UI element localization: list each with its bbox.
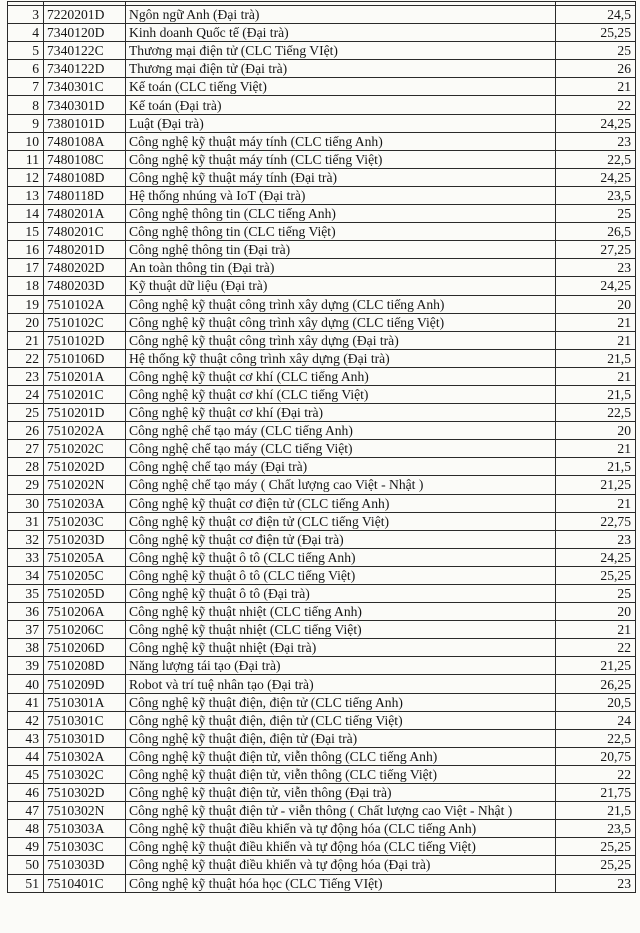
admission-score: 24,25 (556, 168, 636, 186)
admission-score: 21 (556, 331, 636, 349)
admission-score: 21 (556, 367, 636, 385)
admission-score: 26 (556, 60, 636, 78)
program-code: 7480201C (44, 223, 126, 241)
row-number: 34 (8, 566, 44, 584)
program-code: 7510201A (44, 367, 126, 385)
admission-score: 22 (556, 765, 636, 783)
row-number: 40 (8, 675, 44, 693)
program-name: Công nghệ kỹ thuật điện, điện tử (Đại trà) (126, 729, 556, 747)
program-code: 7510401C (44, 874, 126, 892)
admission-score: 21,75 (556, 784, 636, 802)
program-name: Công nghệ chế tạo máy (CLC tiếng Việt) (126, 440, 556, 458)
admission-score: 22,5 (556, 404, 636, 422)
program-code: 7510303A (44, 820, 126, 838)
row-number: 4 (8, 24, 44, 42)
program-name: An toàn thông tin (Đại trà) (126, 259, 556, 277)
program-name: Công nghệ kỹ thuật điện, điện tử (CLC tiếng Việt) (126, 711, 556, 729)
table-row (8, 295, 636, 313)
row-number: 7 (8, 78, 44, 96)
admission-score: 22,5 (556, 729, 636, 747)
program-code: 7380101D (44, 114, 126, 132)
row-number: 22 (8, 349, 44, 367)
admission-score: 23 (556, 530, 636, 548)
row-number: 9 (8, 114, 44, 132)
program-name: Công nghệ kỹ thuật cơ điện tử (CLC tiếng Anh) (126, 494, 556, 512)
row-number: 32 (8, 530, 44, 548)
program-name: Công nghệ kỹ thuật máy tính (CLC tiếng Anh) (126, 132, 556, 150)
table-row (8, 874, 636, 892)
table-row (8, 639, 636, 657)
program-code: 7510202C (44, 440, 126, 458)
table-row (8, 784, 636, 802)
row-number: 48 (8, 820, 44, 838)
program-code: 7510102D (44, 331, 126, 349)
program-name: Công nghệ chế tạo máy (CLC tiếng Anh) (126, 422, 556, 440)
program-name: Ngôn ngữ Anh (Đại trà) (126, 6, 556, 24)
admission-score: 25,25 (556, 856, 636, 874)
program-code: 7510202D (44, 458, 126, 476)
table-row (8, 24, 636, 42)
row-number: 10 (8, 132, 44, 150)
table-row (8, 494, 636, 512)
program-code: 7510202A (44, 422, 126, 440)
admission-score: 22,5 (556, 150, 636, 168)
row-number: 51 (8, 874, 44, 892)
table-row (8, 765, 636, 783)
program-name: Luật (Đại trà) (126, 114, 556, 132)
row-number: 6 (8, 60, 44, 78)
table-row (8, 621, 636, 639)
program-code: 7510302D (44, 784, 126, 802)
row-number: 43 (8, 729, 44, 747)
row-number: 49 (8, 838, 44, 856)
table-row (8, 512, 636, 530)
program-code: 7510102C (44, 313, 126, 331)
program-code: 7510106D (44, 349, 126, 367)
program-code: 7510205A (44, 548, 126, 566)
row-number: 18 (8, 277, 44, 295)
table-row (8, 440, 636, 458)
table-row (8, 367, 636, 385)
table-row (8, 603, 636, 621)
program-name: Công nghệ kỹ thuật cơ khí (CLC tiếng Việt) (126, 385, 556, 403)
program-code: 7480108D (44, 168, 126, 186)
table-row (8, 729, 636, 747)
table-row (8, 711, 636, 729)
program-code: 7510203D (44, 530, 126, 548)
program-name: Kỹ thuật dữ liệu (Đại trà) (126, 277, 556, 295)
row-number: 27 (8, 440, 44, 458)
admission-score: 21,5 (556, 349, 636, 367)
table-row (8, 856, 636, 874)
row-number: 39 (8, 657, 44, 675)
admission-score: 25,25 (556, 566, 636, 584)
program-name: Robot và trí tuệ nhân tạo (Đại trà) (126, 675, 556, 693)
row-number: 42 (8, 711, 44, 729)
admission-score: 21 (556, 621, 636, 639)
table-row (8, 548, 636, 566)
table-row (8, 277, 636, 295)
program-name: Công nghệ kỹ thuật ô tô (CLC tiếng Anh) (126, 548, 556, 566)
program-code: 7340301D (44, 96, 126, 114)
program-code: 7480203D (44, 277, 126, 295)
row-number: 30 (8, 494, 44, 512)
row-number: 11 (8, 150, 44, 168)
admission-score: 25,25 (556, 838, 636, 856)
program-code: 7480108A (44, 132, 126, 150)
program-name: Kế toán (Đại trà) (126, 96, 556, 114)
table-row (8, 205, 636, 223)
row-number: 17 (8, 259, 44, 277)
admission-score: 26,25 (556, 675, 636, 693)
admission-score: 20,5 (556, 693, 636, 711)
table-body (8, 2, 636, 893)
program-code: 7510303C (44, 838, 126, 856)
admission-score: 25 (556, 205, 636, 223)
program-name: Công nghệ thông tin (CLC tiếng Anh) (126, 205, 556, 223)
program-name: Công nghệ kỹ thuật điều khiển và tự động hóa (CLC tiếng Việt) (126, 838, 556, 856)
program-code: 7220201D (44, 6, 126, 24)
table-row (8, 42, 636, 60)
row-number: 15 (8, 223, 44, 241)
program-code: 7510205D (44, 585, 126, 603)
program-name: Công nghệ kỹ thuật máy tính (Đại trà) (126, 168, 556, 186)
table-row (8, 241, 636, 259)
row-number: 24 (8, 385, 44, 403)
program-name: Công nghệ chế tạo máy (Đại trà) (126, 458, 556, 476)
table-row (8, 820, 636, 838)
row-number: 33 (8, 548, 44, 566)
program-name: Công nghệ kỹ thuật điện tử, viễn thông (CLC tiếng Việt) (126, 765, 556, 783)
program-name: Công nghệ kỹ thuật điện tử - viễn thông ( Chất lượng cao Việt - Nhật ) (126, 802, 556, 820)
row-number: 38 (8, 639, 44, 657)
admission-score: 21,25 (556, 476, 636, 494)
row-number: 19 (8, 295, 44, 313)
program-name: Công nghệ kỹ thuật điện tử, viễn thông (Đại trà) (126, 784, 556, 802)
row-number: 28 (8, 458, 44, 476)
program-name: Công nghệ kỹ thuật cơ điện tử (CLC tiếng Việt) (126, 512, 556, 530)
row-number: 50 (8, 856, 44, 874)
program-name: Công nghệ kỹ thuật cơ khí (Đại trà) (126, 404, 556, 422)
admission-score: 23 (556, 132, 636, 150)
admission-score: 21,5 (556, 802, 636, 820)
program-name: Công nghệ kỹ thuật máy tính (CLC tiếng Việt) (126, 150, 556, 168)
table-row (8, 404, 636, 422)
table-row (8, 96, 636, 114)
admission-score: 24 (556, 711, 636, 729)
program-name: Công nghệ kỹ thuật điện tử, viễn thông (CLC tiếng Anh) (126, 747, 556, 765)
admission-score: 22 (556, 96, 636, 114)
table-row (8, 349, 636, 367)
program-code: 7510206C (44, 621, 126, 639)
row-number: 21 (8, 331, 44, 349)
table-row (8, 802, 636, 820)
table-row (8, 60, 636, 78)
program-name: Công nghệ kỹ thuật điều khiển và tự động hóa (Đại trà) (126, 856, 556, 874)
table-row (8, 657, 636, 675)
admission-score: 24,25 (556, 277, 636, 295)
table-row (8, 331, 636, 349)
program-code: 7510209D (44, 675, 126, 693)
program-code: 7510201C (44, 385, 126, 403)
program-code: 7480201A (44, 205, 126, 223)
program-code: 7510205C (44, 566, 126, 584)
program-code: 7510102A (44, 295, 126, 313)
admission-score: 21 (556, 313, 636, 331)
row-number: 35 (8, 585, 44, 603)
row-number: 8 (8, 96, 44, 114)
row-number: 14 (8, 205, 44, 223)
row-number: 12 (8, 168, 44, 186)
program-code: 7480108C (44, 150, 126, 168)
program-name: Công nghệ kỹ thuật điện, điện tử (CLC tiếng Anh) (126, 693, 556, 711)
program-name: Công nghệ kỹ thuật công trình xây dựng (CLC tiếng Anh) (126, 295, 556, 313)
program-code: 7510302C (44, 765, 126, 783)
table-row (8, 747, 636, 765)
row-number: 13 (8, 186, 44, 204)
table-row (8, 186, 636, 204)
row-number: 23 (8, 367, 44, 385)
program-name: Công nghệ kỹ thuật nhiệt (Đại trà) (126, 639, 556, 657)
program-code: 7340301C (44, 78, 126, 96)
program-name: Công nghệ kỹ thuật công trình xây dựng (Đại trà) (126, 331, 556, 349)
program-code: 7510301A (44, 693, 126, 711)
program-name: Công nghệ kỹ thuật ô tô (Đại trà) (126, 585, 556, 603)
admission-score: 21,5 (556, 385, 636, 403)
table-row (8, 78, 636, 96)
row-number: 36 (8, 603, 44, 621)
program-name: Kinh doanh Quốc tế (Đại trà) (126, 24, 556, 42)
program-name: Công nghệ kỹ thuật ô tô (CLC tiếng Việt) (126, 566, 556, 584)
row-number: 29 (8, 476, 44, 494)
program-code: 7510201D (44, 404, 126, 422)
row-number: 41 (8, 693, 44, 711)
row-number: 25 (8, 404, 44, 422)
program-name: Công nghệ thông tin (Đại trà) (126, 241, 556, 259)
admission-score: 21 (556, 78, 636, 96)
program-name: Công nghệ kỹ thuật công trình xây dựng (CLC tiếng Việt) (126, 313, 556, 331)
admission-score: 24,25 (556, 548, 636, 566)
table-row (8, 313, 636, 331)
program-code: 7340122C (44, 42, 126, 60)
table-row (8, 6, 636, 24)
program-name: Hệ thống kỹ thuật công trình xây dựng (Đại trà) (126, 349, 556, 367)
admission-score: 22,75 (556, 512, 636, 530)
program-code: 7510302N (44, 802, 126, 820)
program-name: Công nghệ kỹ thuật cơ khí (CLC tiếng Anh) (126, 367, 556, 385)
table-row (8, 259, 636, 277)
program-name: Năng lượng tái tạo (Đại trà) (126, 657, 556, 675)
program-name: Thương mại điện tử (Đại trà) (126, 60, 556, 78)
row-number: 3 (8, 6, 44, 24)
admission-score: 20 (556, 295, 636, 313)
admission-score: 26,5 (556, 223, 636, 241)
program-name: Thương mại điện tử (CLC Tiếng VIệt) (126, 42, 556, 60)
table-row (8, 150, 636, 168)
program-code: 7510302A (44, 747, 126, 765)
program-name: Hệ thống nhúng và IoT (Đại trà) (126, 186, 556, 204)
admission-score: 23,5 (556, 820, 636, 838)
admission-score: 20,75 (556, 747, 636, 765)
program-name: Công nghệ chế tạo máy ( Chất lượng cao Việt - Nhật ) (126, 476, 556, 494)
program-name: Công nghệ thông tin (CLC tiếng Việt) (126, 223, 556, 241)
program-code: 7510206A (44, 603, 126, 621)
admission-score: 20 (556, 603, 636, 621)
table-row (8, 530, 636, 548)
table-row (8, 458, 636, 476)
table-row (8, 675, 636, 693)
program-code: 7340122D (44, 60, 126, 78)
admission-score: 21,5 (556, 458, 636, 476)
admission-score: 21 (556, 440, 636, 458)
table-row (8, 422, 636, 440)
program-code: 7510203A (44, 494, 126, 512)
admission-score: 25 (556, 42, 636, 60)
program-code: 7510303D (44, 856, 126, 874)
row-number: 45 (8, 765, 44, 783)
program-code: 7510301C (44, 711, 126, 729)
admission-score: 20 (556, 422, 636, 440)
program-code: 7480202D (44, 259, 126, 277)
row-number: 16 (8, 241, 44, 259)
program-code: 7510301D (44, 729, 126, 747)
admission-score: 21,25 (556, 657, 636, 675)
admission-score: 23 (556, 259, 636, 277)
admission-score: 24,25 (556, 114, 636, 132)
admission-score: 22 (556, 639, 636, 657)
program-code: 7480201D (44, 241, 126, 259)
admission-score: 25 (556, 585, 636, 603)
admission-score: 23,5 (556, 186, 636, 204)
program-name: Công nghệ kỹ thuật nhiệt (CLC tiếng Việt) (126, 621, 556, 639)
table-row (8, 566, 636, 584)
program-code: 7340120D (44, 24, 126, 42)
program-code: 7510208D (44, 657, 126, 675)
row-number: 5 (8, 42, 44, 60)
program-code: 7480118D (44, 186, 126, 204)
table-row (8, 693, 636, 711)
program-name: Công nghệ kỹ thuật điều khiển và tự động hóa (CLC tiếng Anh) (126, 820, 556, 838)
admission-score-table (7, 1, 636, 893)
row-number: 26 (8, 422, 44, 440)
row-number: 37 (8, 621, 44, 639)
table-row (8, 385, 636, 403)
row-number: 47 (8, 802, 44, 820)
program-code: 7510203C (44, 512, 126, 530)
program-name: Kế toán (CLC tiếng Việt) (126, 78, 556, 96)
row-number: 20 (8, 313, 44, 331)
table-row (8, 476, 636, 494)
program-name: Công nghệ kỹ thuật nhiệt (CLC tiếng Anh) (126, 603, 556, 621)
row-number: 31 (8, 512, 44, 530)
table-row (8, 585, 636, 603)
admission-score: 27,25 (556, 241, 636, 259)
table-row (8, 223, 636, 241)
program-name: Công nghệ kỹ thuật cơ điện tử (Đại trà) (126, 530, 556, 548)
program-code: 7510206D (44, 639, 126, 657)
admission-score: 23 (556, 874, 636, 892)
program-name: Công nghệ kỹ thuật hóa học (CLC Tiếng VIệt) (126, 874, 556, 892)
admission-score: 24,5 (556, 6, 636, 24)
row-number: 46 (8, 784, 44, 802)
table-row (8, 838, 636, 856)
admission-score: 25,25 (556, 24, 636, 42)
admission-score: 21 (556, 494, 636, 512)
table-row (8, 168, 636, 186)
table-row (8, 114, 636, 132)
table-row (8, 132, 636, 150)
row-number: 44 (8, 747, 44, 765)
program-code: 7510202N (44, 476, 126, 494)
